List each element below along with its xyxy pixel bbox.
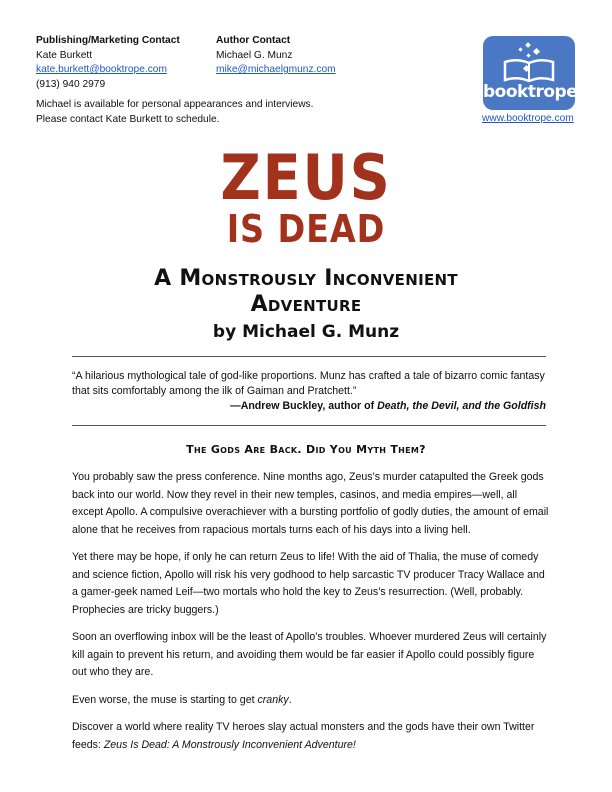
booktrope-logo[interactable]	[483, 36, 578, 110]
availability-line-1: Michael is available for personal appearances and interviews.	[36, 99, 314, 110]
publishing-contact-heading: Publishing/Marketing Contact	[36, 35, 180, 46]
p5-emphasis: Zeus Is Dead: A Monstrously Inconvenient Adventure!	[103, 738, 356, 751]
author-contact	[216, 34, 336, 78]
p4-prefix: Even worse, the muse is starting to get	[72, 693, 258, 706]
availability-note	[36, 98, 313, 127]
publishing-contact-email-link[interactable]: kate.burkett@booktrope.com	[36, 64, 167, 76]
author-contact-heading: Author Contact	[216, 35, 291, 46]
paragraph-4	[72, 692, 550, 710]
publishing-contact-name: Kate Burkett	[36, 49, 93, 61]
divider-top	[72, 356, 546, 357]
subtitle-line-2: Adventure	[250, 292, 362, 317]
paragraph-1: You probably saw the press conference. Nine months ago, Zeus’s murder catapulted the Greek gods back into our world. Now they revel in their new temples, casinos, and media empires—well, all except Apollo. A compulsive overachiever with a bursting portfolio of godly duties, the amount of email alone that he receives from rapacious mortals turns each of his days into a living hell.	[72, 471, 549, 536]
paragraph-3: Soon an overflowing inbox will be the least of Apollo’s troubles. Whoever murdered Zeus will certainly kill again to prevent his return, and avoiding them would be far easier if Apollo could possibly figure out who they are.	[72, 631, 547, 678]
tagline: The Gods Are Back. Did You Myth Them?	[186, 443, 426, 456]
book-subtitle	[0, 266, 612, 318]
logo-wordmark: booktrope	[483, 82, 578, 102]
availability-line-2: Please contact Kate Burkett to schedule.	[36, 113, 220, 125]
subtitle-line-1: A Monstrously Inconvenient	[154, 266, 458, 291]
book-description	[72, 469, 550, 764]
author-contact-email-link[interactable]: mike@michaelgmunz.com	[216, 64, 336, 76]
paragraph-2: Yet there may be hope, if only he can return Zeus to life! With the aid of Thalia, the muse of comedy and science fiction, Apollo will risk his very godhood to help sarcastic TV producer Tracy Wallace and a gamer-geek named Leif—two mortals who hold the key to Zeus’s resurrection. (Well, probably. Prophecies are tricky buggers.)	[72, 551, 545, 616]
publishing-contact-phone: (913) 940 2979	[36, 78, 106, 90]
p5-prefix: Discover a world where reality TV heroes slay actual monsters and the gods have their own Twitter feeds:	[72, 721, 535, 751]
divider-bottom	[72, 425, 546, 426]
publishing-contact	[36, 34, 180, 92]
paragraph-5	[72, 719, 550, 754]
book-title	[0, 141, 612, 251]
p4-emphasis: cranky	[257, 693, 289, 706]
p4-suffix: .	[288, 693, 292, 706]
quote-text: “A hilarious mythological tale of god-like proportions. Munz has crafted a tale of bizarro comic fantasy that sits comfortably among the ilk of Gaiman and Pratchett.”	[72, 370, 545, 397]
author-contact-name: Michael G. Munz	[216, 49, 293, 61]
quote-attribution	[72, 399, 546, 414]
title-line-2: IS DEAD	[226, 207, 386, 251]
title-line-1: ZEUS	[220, 141, 392, 214]
attribution-work: Death, the Devil, and the Goldfish	[377, 400, 546, 412]
booktrope-website-link[interactable]: www.booktrope.com	[482, 113, 574, 124]
author-byline: by Michael G. Munz	[212, 322, 400, 342]
review-quote	[72, 369, 546, 414]
attribution-prefix: —Andrew Buckley, author of	[230, 400, 378, 412]
